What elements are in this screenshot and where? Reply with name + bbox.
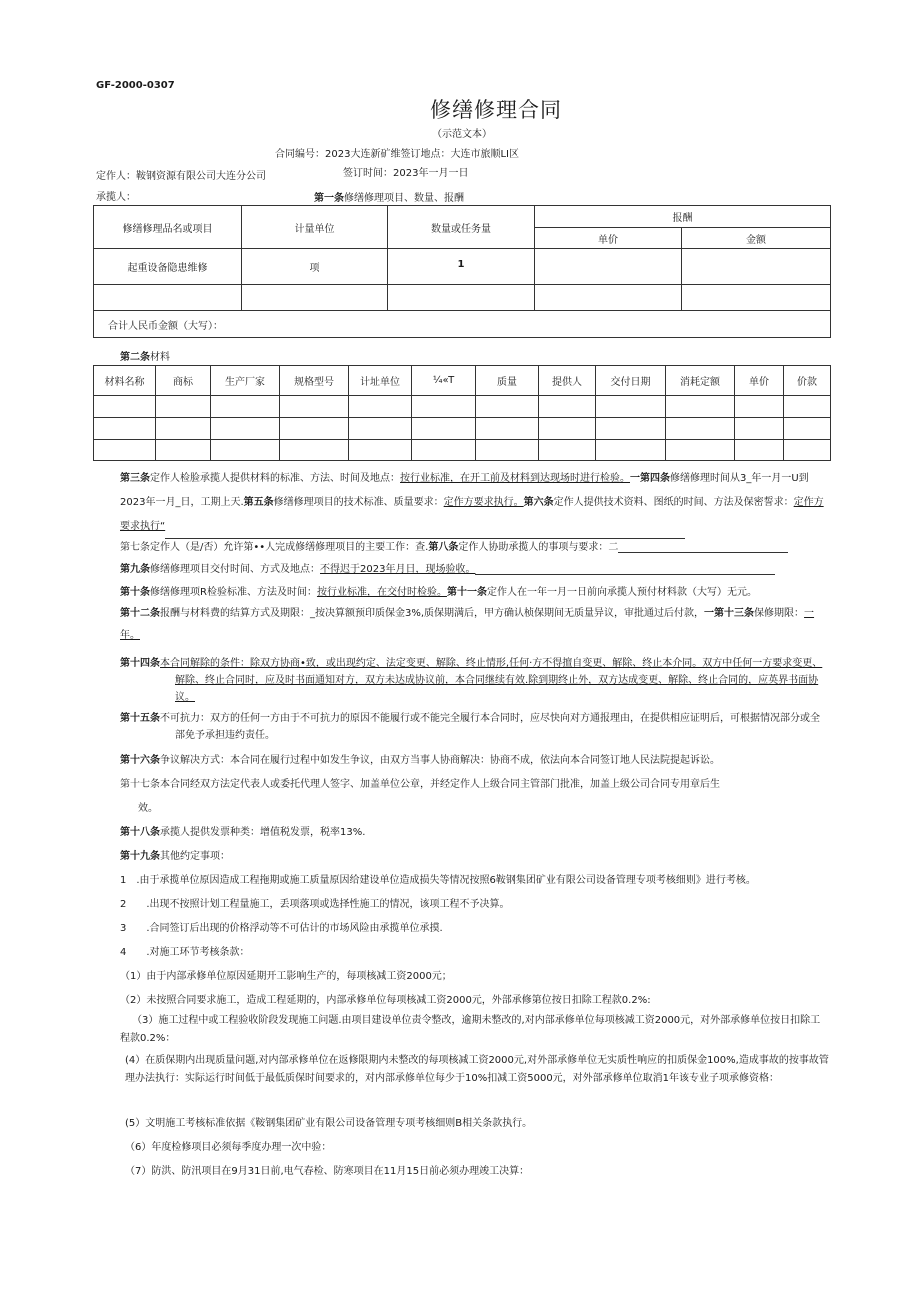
clause-9: 第九条修缮修理项目交付时间、方式及地点：不得迟于2023年月日，现场验收。 [120, 560, 775, 575]
page-title: 修缮修理合同 [430, 98, 562, 122]
contract-number-line: 合同编号：2023大连新矿维签订地点：大连市旅顺LI区 [275, 149, 519, 160]
page-subtitle: （示范文本） [432, 129, 492, 140]
article-2-heading: 第二条材料 [120, 352, 170, 363]
table-row [94, 285, 831, 311]
list-item: 1 .由于承揽单位原因造成工程拖期或施工质量原因给建设单位造成损失等情况按照6鞍钢集团矿业有限公司设备管理专项考核细则》进行考核。 [120, 875, 756, 886]
list-item: (4）在质保期内出现质量问题,对内部承修单位在返修限期内未整改的每项核减工资2000元,对外部承修单位无实质性响应的扣质保金100%,造成事故的按事故管理办法执行：实际运行时间低于最低质保时间要求的，对内部承修单位每少于10%扣减工资5000元，对外部承修单位取消1年该专业子项承修资格： [125, 1055, 829, 1084]
header-payment: 报酬 [535, 206, 831, 228]
party-b: 承揽人： [96, 192, 136, 203]
sign-time: 签订时间：2023年一月一日 [343, 168, 469, 179]
party-a: 定作人：鞍钢资源有限公司大连分公司 [96, 171, 266, 182]
clause-19: 第十九条其他约定事项： [120, 851, 230, 862]
repair-items-table [93, 205, 831, 338]
list-item: （3）施工过程中或工程验收阶段发现施工问题.由项目建设单位责令整改，逾期未整改的,对内部承修单位每项核减工资2000元，对外部承修单位按日扣除工程款0.2%： [120, 1015, 821, 1044]
list-item: （1）由于内部承修单位原因延期开工影响生产的，每项核减工资2000元； [120, 971, 452, 982]
materials-header-row: 材料名称 商标 生产厂家 规格型号 计址单位 ¼«T 质量 提供人 交付日期 消耗定额 单价 价款 [94, 366, 831, 396]
list-item: （2）未按照合同要求施工，造成工程延期的，内部承修单位每项核减工资2000元，外部承修第位按日扣除工程款0.2%: [120, 995, 651, 1006]
table-row [94, 396, 831, 418]
list-item: 4 .对施工环节考核条款： [120, 947, 250, 958]
article-1-heading: 第一条修缮修理项目、数量、报酬 [314, 193, 464, 204]
list-item: （7）防洪、防汛项目在9月31日前,电气春检、防寒项目在11月15日前必须办理竣工决算： [125, 1166, 530, 1177]
clauses-12-13: 第十二条报酬与材料费的结算方式及期限：_按决算额预印质保金3%,质保期满后，甲方确认桢保期间无质量异议，审批通过后付款，一第十三条保修期限：一年。 [120, 608, 815, 641]
clause-17-tail: 效。 [138, 803, 158, 814]
clause-14: 第十四条本合同解除的条件：除双方协商•致，或出现约定、法定变更、解除、终止情形,任何·方不得擅自变更、解除、终止本介同。双方中任何一方要求变更、解除、终止合同时，应及时书面通知对方，双方未达成协议前，本合同继续有效.除到期终止外，双方达成变更、解除、终止合同的，应英界书面协议。 [120, 658, 823, 703]
list-item: (5）文明施工考核标准依据《鞍钢集团矿业有限公司设备管理专项考核细则B相关条款执行。 [125, 1118, 533, 1129]
header-unit-price: 单价 [535, 228, 682, 249]
table-row [94, 440, 831, 461]
table-row [94, 418, 831, 440]
clauses-10-11: 第十条修缮修理项R检验标准、方法及时间：按行业标准，在交付时检验。第十一条定作人在一年一月一日前向承揽人预付材料款（大写）无元。 [120, 587, 757, 598]
clause-17: 第十七条本合同经双方法定代表人或委托代理人签字、加盖单位公章，并经定作人上级合同主管部门批准，加盖上级公司合同专用章后生 [120, 779, 720, 790]
total-amount-label: 合计人民币金额（大写）： [94, 311, 831, 338]
header-unit: 计量单位 [242, 206, 388, 249]
document-code: GF-2000-0307 [96, 80, 175, 91]
header-amount: 金额 [682, 228, 831, 249]
list-item: 3 .合同签订后出现的价格浮动等不可估计的市场风险由承揽单位承摸. [120, 923, 443, 934]
clauses-7-8: 第七条定作人（是/否）允许第••人完成修缮修理项目的主要工作：查.第八条定作人协助承揽人的事项与要求：二 [120, 538, 788, 553]
header-item-name: 修缮修理品名或项目 [94, 206, 242, 249]
clause-18: 第十八条承揽人提供发票种类：增值税发票，税率13%. [120, 827, 366, 838]
clauses-3-to-6: 第三条定作人检脸承揽人提供材料的标准、方法、时间及地点：按行业标准，在开工前及材料到达现场时进行检验。一第四条修缮修理时间从3_年一月一U到2023年一月_日，工期上天.第五条修缮修理项目的技术标准、质量要求：定作方要求执行。第六条定作人提供技术资料、图纸的时间、方法及保密誓求：定作方要求执行“ [120, 467, 825, 539]
header-quantity: 数量或任务量 [388, 206, 535, 249]
list-item: 2 .出现不按照计划工程量施工，丢项落项或选择性施工的情况，该项工程不予决算。 [120, 899, 510, 910]
materials-table [93, 365, 831, 461]
clause-16: 第十六条争议解决方式：本合同在履行过程中如发生争议，由双方当事人协商解决：协商不成，依法向本合同签订地人民法院提起诉讼。 [120, 755, 720, 766]
table-row: 起重设备隐患维修 项 1 [94, 249, 831, 285]
list-item: （6）年度检修项目必须每季度办理一次中验： [125, 1142, 332, 1153]
clause-15: 第十五条不可抗力：双方的任何一方由于不可抗力的原因不能履行或不能完全履行本合同时，应尽快向对方通报理由，在提供相应证明后，可根据情况部分或全部免予承担违约责任。 [120, 713, 820, 741]
